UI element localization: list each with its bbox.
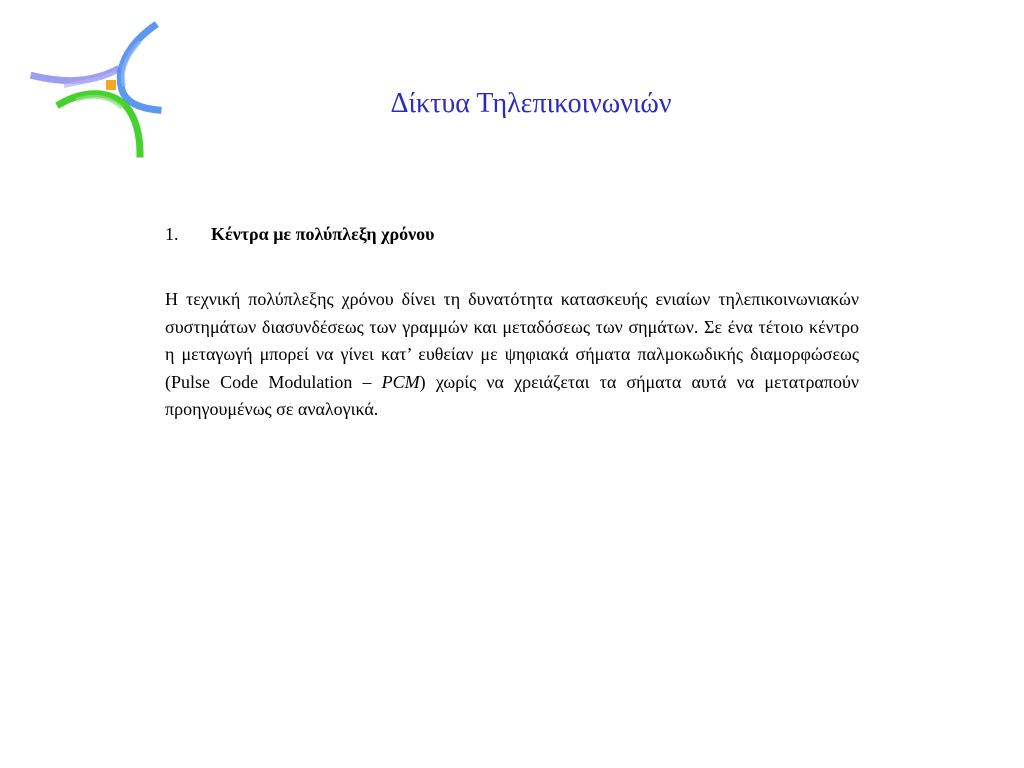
paragraph-text-after: ) χωρίς να χρειάζεται τα σήματα αυτά να μετατραπούν προηγουμένως σε αναλογικά.: [165, 371, 859, 419]
section-number: 1.: [165, 224, 179, 244]
slide-title: Δίκτυα Τηλεπικοινωνιών: [390, 88, 672, 119]
paragraph-emphasis: PCM: [381, 371, 420, 392]
paragraph-text-before: Η τεχνική πολύπλεξης χρόνου δίνει τη δυνατότητα κατασκευής ενιαίων τηλεπικοινωνιακών συστημάτων διασυνδέσεως των γραμμών και μεταδόσεως των σημάτων. Σε ένα τέτοιο κέντρο η μεταγωγή μπορεί να γίνει κατ’ ευθείαν με ψηφιακά σήματα παλμοκωδικής διαμορφώσεως (Pulse Code Modulation –: [165, 289, 859, 392]
section-heading: [165, 222, 434, 246]
body-paragraph: [165, 286, 859, 424]
section-heading-text: Κέντρα με πολύπλεξη χρόνου: [211, 224, 435, 244]
